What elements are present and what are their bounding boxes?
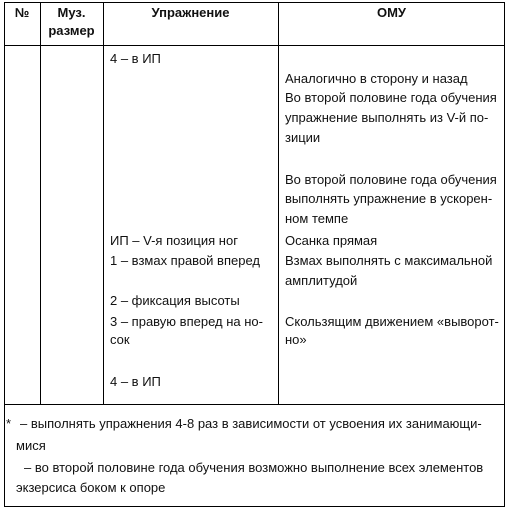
footnote-divider: [4, 404, 505, 405]
exercise-line: 3 – правую вперед на но-: [110, 314, 263, 329]
omu-line: но»: [285, 332, 307, 347]
header-divider: [4, 45, 505, 46]
col-divider-1: [40, 2, 41, 404]
exercise-line: 1 – взмах правой вперед: [110, 253, 260, 268]
footnote-line: – во второй половине года обучения возможно выполнение всех элементов: [24, 460, 484, 475]
omu-line: Взмах выполнять с максимальной: [285, 253, 493, 268]
col-divider-2: [103, 2, 104, 404]
omu-line: выполнять упражнение в ускорен-: [285, 191, 493, 206]
col-divider-3: [278, 2, 279, 404]
omu-line: Скользящим движением «выворот-: [285, 314, 499, 329]
exercise-line: сок: [110, 332, 130, 347]
omu-line: Во второй половине года обучения: [285, 172, 497, 187]
omu-line: Осанка прямая: [285, 233, 378, 248]
exercise-line: ИП – V-я позиция ног: [110, 233, 238, 248]
omu-line: зиции: [285, 130, 321, 145]
omu-line: Во второй половине года обучения: [285, 90, 497, 105]
exercise-line: 2 – фиксация высоты: [110, 293, 240, 308]
footnote-line: – выполнять упражнения 4-8 раз в зависимости от усвоения их занимающи-: [20, 416, 482, 431]
header-number: №: [14, 5, 30, 20]
header-music-size-line1: Муз.: [57, 5, 86, 20]
footnote-asterisk: *: [6, 416, 12, 431]
omu-line: Аналогично в сторону и назад: [285, 71, 468, 86]
header-omu: ОМУ: [376, 5, 407, 20]
header-exercise: Упражнение: [151, 5, 230, 20]
footnote-line: мися: [16, 438, 46, 453]
omu-line: ном темпе: [285, 211, 349, 226]
exercise-line: 4 – в ИП: [110, 51, 161, 66]
omu-line: упражнение выполнять из V-й по-: [285, 110, 489, 125]
header-music-size-line2: размер: [48, 23, 95, 38]
omu-line: амплитудой: [285, 273, 358, 288]
exercise-line: 4 – в ИП: [110, 374, 161, 389]
footnote-line: экзерсиса боком к опоре: [16, 480, 166, 495]
